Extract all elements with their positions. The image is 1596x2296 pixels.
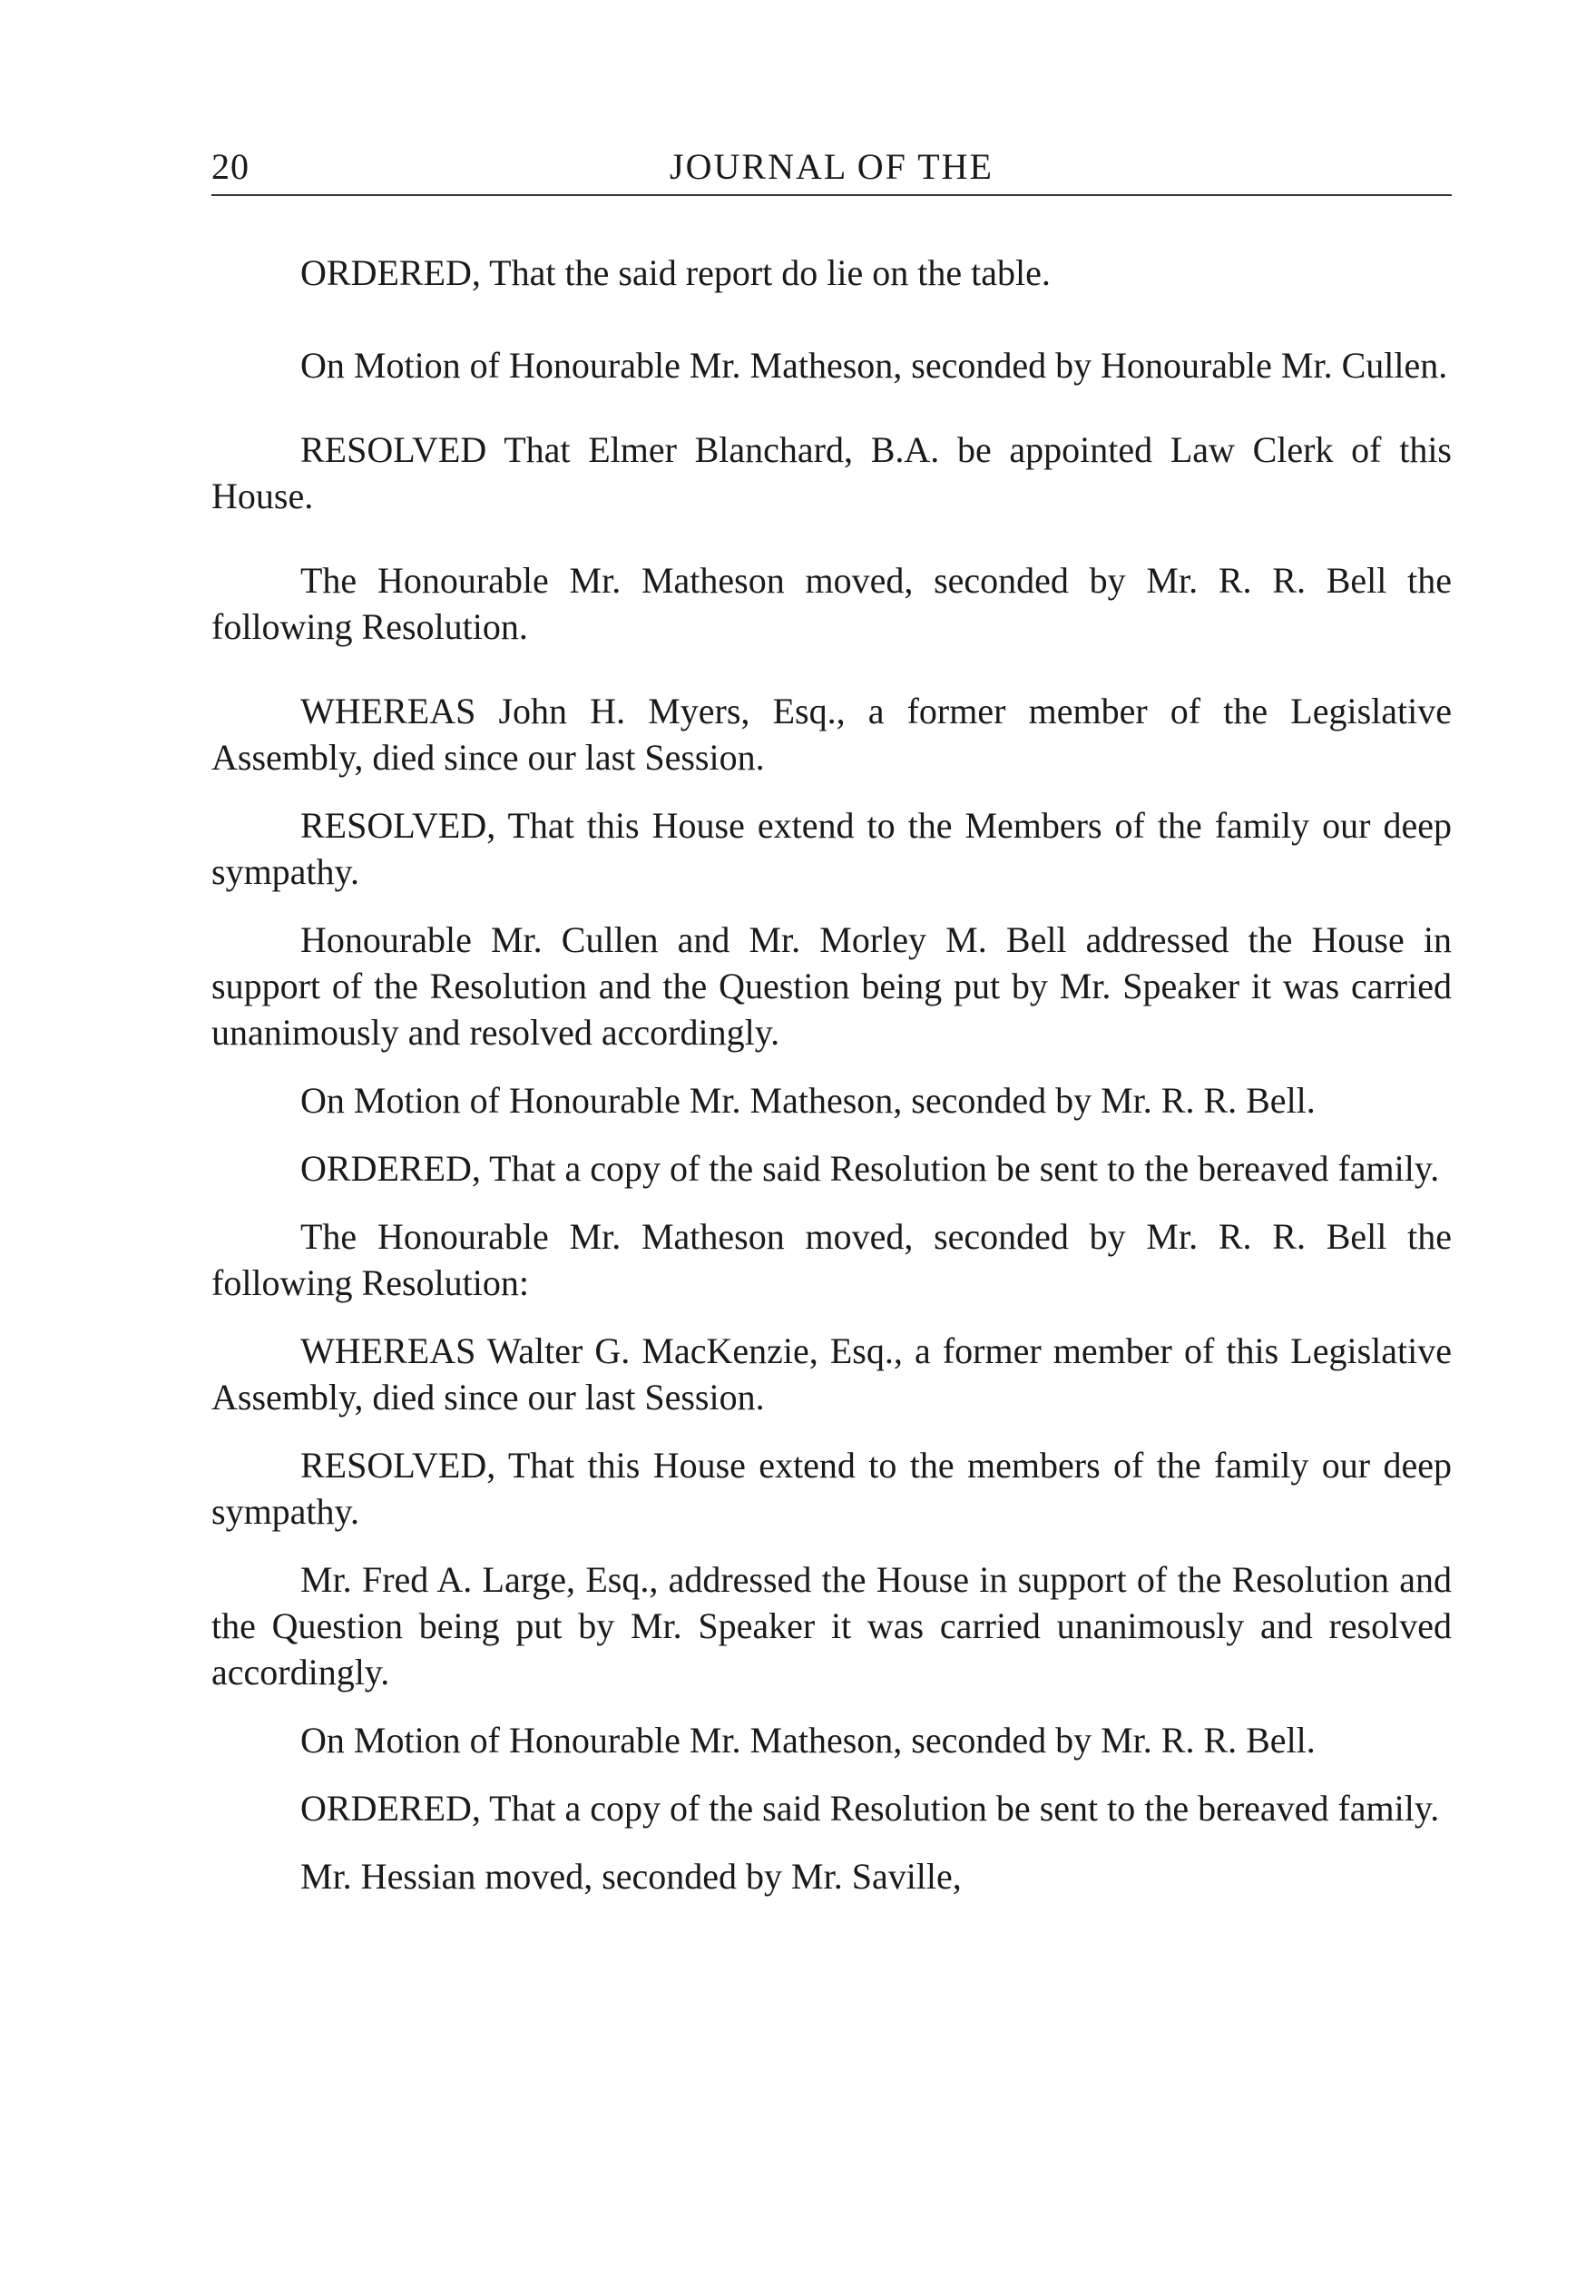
paragraph: The Honourable Mr. Matheson moved, seconded by Mr. R. R. Bell the following Resolution: [211, 1216, 1452, 1303]
paragraph: On Motion of Honourable Mr. Matheson, seconded by Honourable Mr. Cullen. [300, 345, 1448, 386]
paragraph: RESOLVED That Elmer Blanchard, B.A. be appointed Law Clerk of this House. [211, 429, 1452, 516]
paragraph: Honourable Mr. Cullen and Mr. Morley M. Bell addressed the House in support of the Resolution and the Question being put by Mr. Speaker it was carried unanimously and resolved accordingly. [211, 919, 1452, 1053]
paragraph: Mr. Fred A. Large, Esq., addressed the House in support of the Resolution and the Question being put by Mr. Speaker it was carried unanimously and resolved accordingly. [211, 1559, 1452, 1693]
running-head [211, 145, 1452, 192]
page-number: 20 [211, 146, 250, 187]
paragraph: RESOLVED, That this House extend to the Members of the family our deep sympathy. [211, 805, 1452, 892]
paragraph: ORDERED, That the said report do lie on the table. [300, 252, 1051, 293]
journal-body [211, 250, 1452, 1899]
paragraph: ORDERED, That a copy of the said Resolution be sent to the bereaved family. [300, 1148, 1440, 1189]
paragraph: On Motion of Honourable Mr. Matheson, seconded by Mr. R. R. Bell. [300, 1720, 1316, 1761]
paragraph: Mr. Hessian moved, seconded by Mr. Saville, [300, 1856, 962, 1897]
paragraph: On Motion of Honourable Mr. Matheson, seconded by Mr. R. R. Bell. [300, 1080, 1316, 1121]
paragraph: WHEREAS John H. Myers, Esq., a former member of the Legislative Assembly, died since our last Session. [211, 691, 1452, 778]
paragraph: RESOLVED, That this House extend to the members of the family our deep sympathy. [211, 1445, 1452, 1532]
header-title: JOURNAL OF THE [670, 146, 994, 187]
paragraph: ORDERED, That a copy of the said Resolution be sent to the bereaved family. [300, 1788, 1440, 1829]
header-rule [211, 194, 1452, 196]
paragraph: The Honourable Mr. Matheson moved, seconded by Mr. R. R. Bell the following Resolution. [211, 560, 1452, 647]
paragraph: WHEREAS Walter G. MacKenzie, Esq., a former member of this Legislative Assembly, died since our last Session. [211, 1330, 1452, 1418]
